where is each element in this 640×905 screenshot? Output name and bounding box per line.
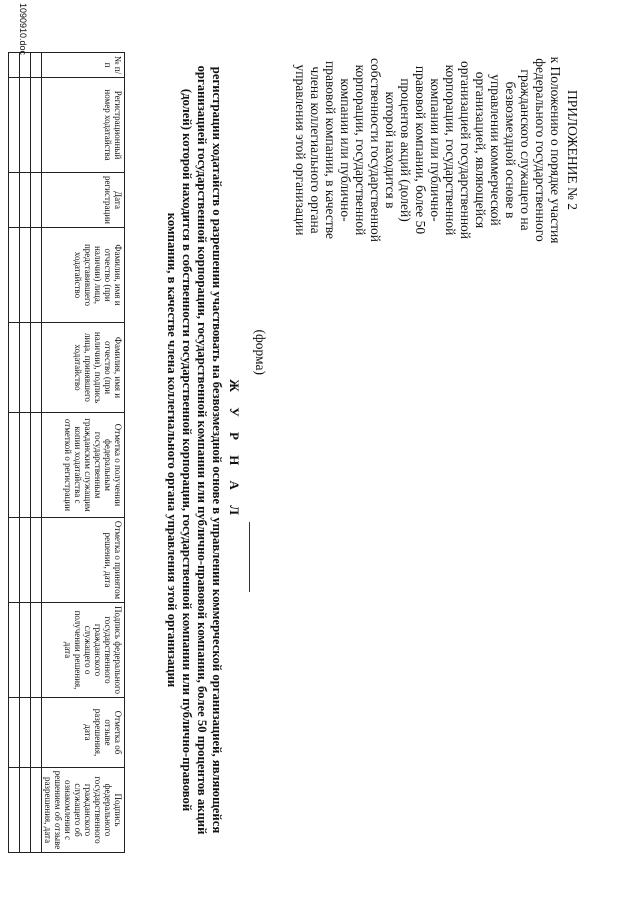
form-label: (форма) [253, 329, 268, 375]
table-cell [20, 603, 31, 698]
table-cell [20, 53, 31, 78]
table-header-row [42, 53, 125, 853]
table-cell [31, 228, 42, 323]
table-cell [9, 53, 20, 78]
journal-table [8, 52, 125, 853]
table-cell [31, 768, 42, 853]
table-row [9, 53, 20, 853]
column-header: Подпись федерального государственного гражданского служащего о получении решения, дата [42, 603, 125, 698]
column-header: Регистрационный номер ходатайства [42, 78, 125, 173]
table-cell [31, 53, 42, 78]
table-cell [9, 78, 20, 173]
table-cell [31, 413, 42, 518]
column-header: № п/п [42, 53, 125, 78]
table-cell [9, 323, 20, 413]
table-cell [31, 603, 42, 698]
table-cell [20, 78, 31, 173]
journal-title: Ж У Р Н А Л [227, 379, 242, 521]
table-cell [9, 518, 20, 603]
table-cell [20, 768, 31, 853]
appendix-block [293, 55, 580, 245]
divider-line [249, 522, 250, 592]
table-cell [31, 78, 42, 173]
table-cell [9, 173, 20, 228]
column-header: Отметка об отзыве разрешения, дата [42, 698, 125, 768]
table-cell [20, 323, 31, 413]
column-header: Фамилия, имя и отчество (при наличии), подпись лица, принявшего ходатайство [42, 323, 125, 413]
table-cell [20, 173, 31, 228]
appendix-text: к Положению о порядке участия федерального государственного гражданского служащего на безвозмездной основе в управлении коммерческой организацией, являющейся организацией государственной корпорации, государственной компании или публично-правовой компании, более 50 процентов акций (долей) которой находится в собственности государственной корпорации, государственной компании или публично-правовой компании, в качестве члена коллегиального органа управления этой организации [293, 56, 563, 244]
journal-subtitle: регистрации ходатайств о разрешении участвовать на безвозмездной основе в управлении коммерческой организацией, являющейся организацией государственной корпорации, государственной компании или публично-правовой компании, более 50 процентов акций (долей) которой находится в собственности государственной корпорации, государственной компании или публично-правовой компании, в качестве члена коллегиального органа управления этой организации [165, 65, 224, 835]
table-cell [20, 228, 31, 323]
column-header: Фамилия, имя и отчество (при наличии) лица, представившего ходатайство [42, 228, 125, 323]
table-row [20, 53, 31, 853]
table-cell [20, 698, 31, 768]
table-row [31, 53, 42, 853]
table-cell [31, 173, 42, 228]
table-cell [20, 518, 31, 603]
column-header: Отметка о получении федеральным государственным гражданским служащим копии ходатайства с отметкой о регистрации [42, 413, 125, 518]
document-filename: 1090910.doc [18, 3, 28, 56]
table-cell [9, 603, 20, 698]
table-cell [31, 698, 42, 768]
appendix-title: ПРИЛОЖЕНИЕ № 2 [565, 89, 580, 211]
table-cell [9, 768, 20, 853]
table-cell [31, 518, 42, 603]
table-cell [9, 413, 20, 518]
table-cell [20, 413, 31, 518]
column-header: Подпись федерального государственного гражданского служащего об ознакомлении с решением об отзыве разрешения, дата [42, 768, 125, 853]
column-header: Дата регистрации [42, 173, 125, 228]
table-cell [31, 323, 42, 413]
column-header: Отметка о принятом решении, дата [42, 518, 125, 603]
table-cell [9, 228, 20, 323]
table-cell [9, 698, 20, 768]
